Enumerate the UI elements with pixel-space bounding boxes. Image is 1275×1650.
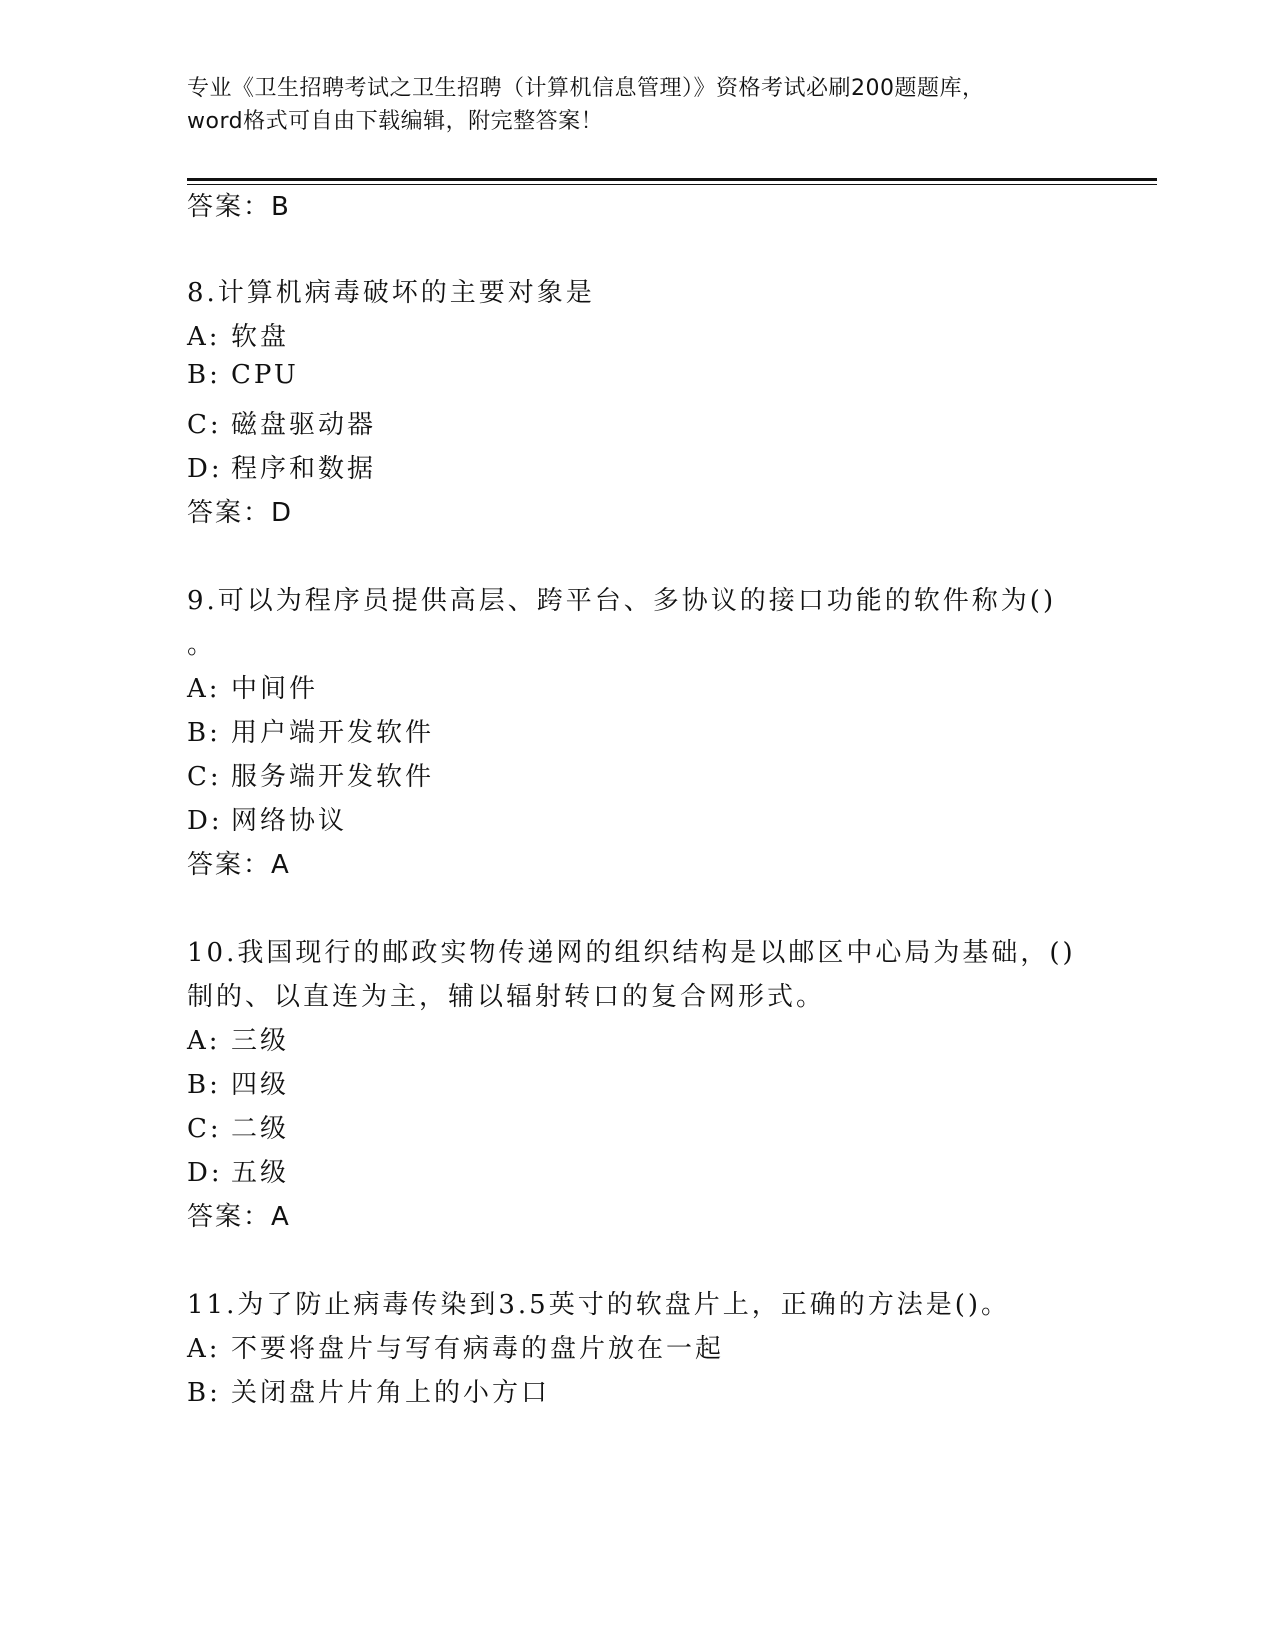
header-divider-thick — [187, 178, 1157, 181]
option-text: 磁盘驱动器 — [231, 410, 377, 440]
option-key: D: — [187, 806, 223, 836]
option-text: 软盘 — [231, 322, 290, 352]
question-9-stem: 9.可以为程序员提供高层、跨平台、多协议的接口功能的软件称为() — [187, 586, 1057, 616]
header-divider-thin — [187, 184, 1157, 185]
option-key: A: — [187, 322, 221, 352]
question-11-option-a — [187, 1328, 724, 1365]
question-10-stem: 10.我国现行的邮政实物传递网的组织结构是以邮区中心局为基础，() — [187, 938, 1076, 968]
option-key: B: — [187, 718, 221, 748]
question-8-answer: 答案：D — [187, 498, 294, 528]
previous-answer: 答案：B — [187, 192, 291, 222]
header-line-2: word格式可自由下载编辑，附完整答案！ — [187, 109, 604, 134]
option-key: A: — [187, 1334, 221, 1364]
option-key: D: — [187, 454, 223, 484]
option-text: 五级 — [231, 1158, 290, 1188]
question-9-option-a — [187, 668, 318, 705]
option-text: 程序和数据 — [231, 454, 377, 484]
question-10-option-a — [187, 1020, 289, 1057]
option-text: 用户端开发软件 — [231, 718, 435, 748]
question-10-option-b — [187, 1064, 289, 1101]
option-key: C: — [187, 410, 222, 440]
question-10-answer: 答案：A — [187, 1202, 291, 1232]
option-key: A: — [187, 674, 221, 704]
option-text: 关闭盘片片角上的小方口 — [231, 1378, 551, 1408]
option-text: 中间件 — [231, 674, 319, 704]
option-text: 四级 — [231, 1070, 290, 1100]
question-8-option-a — [187, 316, 289, 353]
question-10-option-c — [187, 1108, 289, 1145]
option-text: 三级 — [231, 1026, 290, 1056]
option-text: 网络协议 — [231, 806, 348, 836]
document-header — [187, 72, 1087, 138]
question-9-answer: 答案：A — [187, 850, 291, 880]
option-text: 服务端开发软件 — [231, 762, 435, 792]
question-9-stem-continued: 。 — [187, 630, 217, 660]
option-text: CPU — [231, 360, 299, 390]
question-9-option-b — [187, 712, 434, 749]
question-8-option-b — [187, 360, 299, 390]
option-key: C: — [187, 762, 222, 792]
option-key: A: — [187, 1026, 221, 1056]
question-10-option-d — [187, 1152, 289, 1189]
question-11-stem: 11.为了防止病毒传染到3.5英寸的软盘片上，正确的方法是()。 — [187, 1290, 1010, 1320]
option-key: D: — [187, 1158, 223, 1188]
question-8-option-d — [187, 448, 376, 485]
question-8-stem: 8.计算机病毒破坏的主要对象是 — [187, 278, 595, 308]
question-11-option-b — [187, 1372, 550, 1409]
question-10-stem-continued: 制的、以直连为主，辅以辐射转口的复合网形式。 — [187, 982, 826, 1012]
option-key: B: — [187, 1070, 221, 1100]
header-line-1: 专业《卫生招聘考试之卫生招聘（计算机信息管理）》资格考试必刷200题题库， — [187, 76, 985, 101]
option-text: 不要将盘片与写有病毒的盘片放在一起 — [231, 1334, 725, 1364]
option-text: 二级 — [231, 1114, 290, 1144]
question-9-option-c — [187, 756, 434, 793]
option-key: B: — [187, 360, 221, 390]
question-9-option-d — [187, 800, 347, 837]
option-key: B: — [187, 1378, 221, 1408]
question-8-option-c — [187, 404, 376, 441]
option-key: C: — [187, 1114, 222, 1144]
